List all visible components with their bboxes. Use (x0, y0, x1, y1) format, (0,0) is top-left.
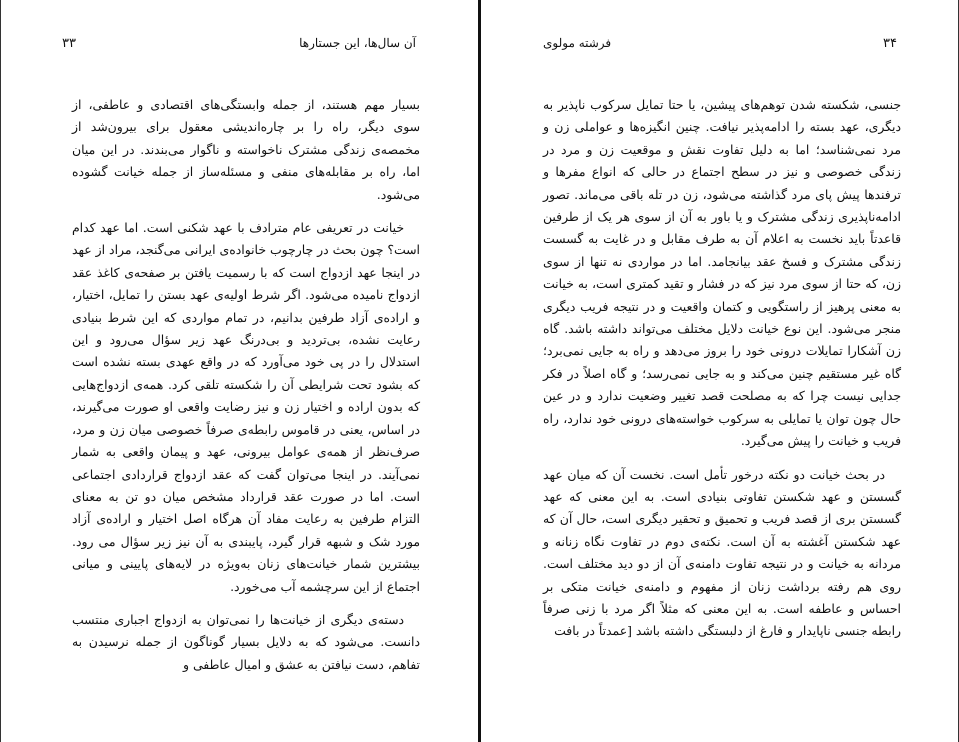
left-page (0, 0, 478, 742)
page-header (62, 36, 416, 58)
page-number: ۳۴ (883, 36, 897, 51)
paragraph: در بحث خیانت دو نکته درخور تأمل است. نخست آن که میان عهد گسستن و عهد شکستن تفاوتی بنیادی است. به این معنی که عهد گسستن بری از قصد فریب و تحمیق و تحقیر دیگری است، حال آن که عهد شکستن آغشته به آن است. نکته‌ی دوم در تفاوت نگاه زنانه و مردانه به خیانت و در نتیجه تفاوت دامنه‌ی آن از دو دید مختلف است. روی هم رفته برداشت زنان از مفهوم و دامنه‌ی خیانت متکی بر احساس و عاطفه است. به این معنی که مثلاً اگر مرد با زنی صرفاً رابطه جنسی ناپایدار و فارغ از دلبستگی داشته باشد [عمدتاً در بافت (543, 466, 901, 639)
page-header (543, 36, 897, 58)
paragraph: بسیار مهم هستند، از جمله وابستگی‌های اقتصادی و عاطفی، از سوی دیگر، راه را بر چاره‌اندیشی معقول برای بیرون‌شد از مخمصه‌ی زندگی مشترک ناخواسته و ناگوار می‌بندند. در این میان اما، راه بر مقابله‌های منفی و مسئله‌ساز از جمله خیانت گشوده می‌شود. (72, 97, 420, 202)
page-body (543, 94, 901, 654)
paragraph: دسته‌ی دیگری از خیانت‌ها را نمی‌توان به ازدواج اجباری منتسب دانست. می‌شود که به دلایل بسیار گوناگون از جمله نرسیدن به تفاهم، دست نیافتن به عشق و امیال عاطفی و (72, 611, 420, 672)
running-title: آن سال‌ها، این جستارها (299, 36, 416, 50)
right-page (481, 0, 959, 742)
page-edge (0, 0, 1, 742)
paragraph: خیانت در تعریفی عام مترادف با عهد شکنی است. اما عهد کدام است؟ چون بحث در چارچوب خانواده‌ی ایرانی می‌گنجد، مراد از عهد در اینجا عهد ازدواج است که با رسمیت یافتن بر صفحه‌ی کاغذ عقد ازدواج نامیده می‌شود. اگر شرط اولیه‌ی عهد بستن را تمایل، اختیار، و اراده‌ی آزاد طرفین بدانیم، در تمام مواردی که این شرط بنیادی رعایت نشده، بی‌تردید و بی‌درنگ عهد زیر سؤال می‌رود و این استدلال را در پی خود می‌آورد که در واقع عهدی بسته نشده است که بشود تحت شرایطی آن را شکسته تلقی کرد. همه‌ی ازدواج‌هایی که بدون اراده و اختیار زن و نیز رضایت واقعی او صورت می‌گیرند، در اساس، یعنی در قاموس رابطه‌ی صرفاً خصوصی میان زن و مرد، صرف‌نظر از همه‌ی عوامل بیرونی، عهد و پیمان واقعی به شمار نمی‌آیند. در اینجا می‌توان گفت که عقد ازدواج قراردادی اجتماعی است. اما در صورت عقد قرارداد مشخص میان دو تن به معنای التزام طرفین به رعایت مفاد آن هرگاه اصل اختیار و اراده‌ی آزاد مورد شک و شبهه قرار گیرد، پایبندی به آن نیز زیر سؤال می رود. بیشترین شمار خیانت‌های زنان به‌ویژه در لایه‌های پایینی و میانی اجتماع از این سرچشمه آب می‌خورد. (72, 220, 420, 594)
paragraph: جنسی، شکسته شدن توهم‌های پیشین، یا حتا تمایل سرکوب ناپذیر به دیگری، عهد بسته را ادامه‌پذیر نیافت. چنین انگیزه‌ها و عواملی زن و مرد نمی‌شناسد؛ اما به دلیل تفاوت نقش و موقعیت زن و مرد در زندگی خصوصی و نیز در سطح اجتماع در حالی که انواع مفرها و ترفندها پیش پای مرد گذاشته می‌شود، زن در تله باقی می‌ماند. تصور ادامه‌ناپذیری زندگی مشترک و یا باور به آن از سوی هر یک از طرفین قاعدتاً باید نخست به اعلام آن به طرف مقابل و در غایت به گسست زندگی مشترک و فسخ عقد بیانجامد. اما در مواردی نه تنها از سوی زن، که حتا از سوی مرد نیز که در فشار و تقید کمتری است، به خیانت به معنی پرهیز از راستگویی و کتمان واقعیت و در نتیجه فریب دیگری منجر می‌شود. این نوع خیانت دلایل مختلف می‌تواند داشته باشد. گاه زن آشکارا تمایلات درونی خود را بروز می‌دهد و راه به جایی نمی‌برد؛ گاه غیر مستقیم چنین می‌کند و به جایی نمی‌رسد؛ و گاه اصلاً در فکر جدایی نیست چرا که به مصلحت قصد تغییر وضعیت ندارد و در عین حال چون توان یا تمایلی به سرکوب خواسته‌های درونی خود ندارد، راه فریب و خیانت را پیش می‌گیرد. (543, 97, 901, 449)
running-title: فرشته مولوی (543, 36, 612, 50)
page-body (72, 94, 420, 687)
page-number: ۳۳ (62, 36, 76, 51)
